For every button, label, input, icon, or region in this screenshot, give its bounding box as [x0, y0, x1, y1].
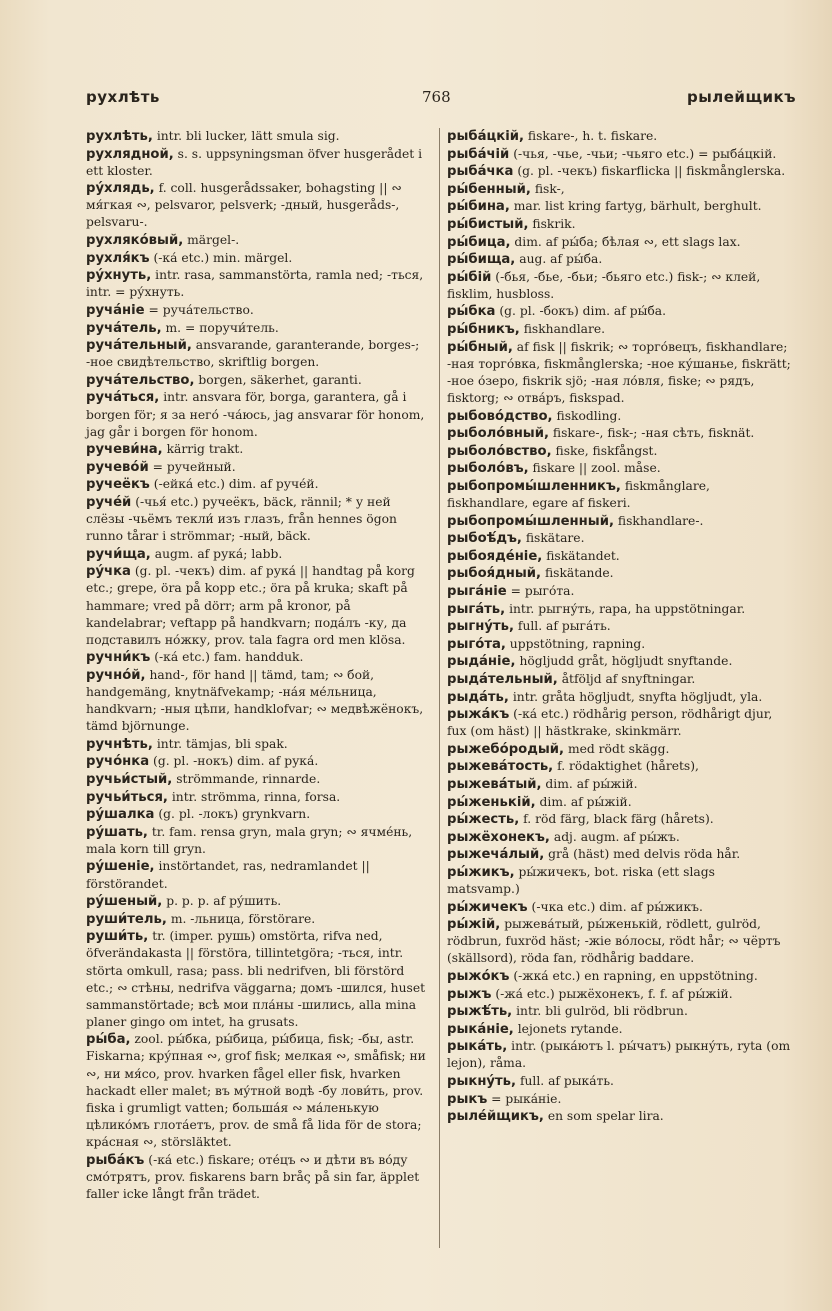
- entry-definition: intr. strömma, rinna, forsa.: [171, 789, 341, 804]
- dictionary-entry: [447, 234, 791, 251]
- dictionary-entry: [86, 911, 432, 928]
- entry-headword: ры́жикъ,: [447, 864, 515, 880]
- entry-headword: рыжёхонекъ,: [447, 829, 550, 845]
- entry-definition: fiske, fiskfångst.: [555, 443, 658, 458]
- entry-definition: f. röd färg, black färg (hårets).: [523, 812, 714, 827]
- dictionary-entry: [86, 893, 432, 910]
- entry-definition: uppstötning, rapning.: [509, 636, 646, 651]
- dictionary-entry: [86, 320, 432, 337]
- dictionary-entry: [447, 530, 791, 547]
- entry-headword: рыле́йщикъ,: [447, 1109, 544, 1125]
- dictionary-entry: [447, 548, 791, 565]
- entry-headword: рыжеча́лый,: [447, 847, 545, 863]
- entry-headword: ру́шеніе,: [86, 859, 155, 875]
- dictionary-entry: [447, 811, 791, 828]
- dictionary-entry: [447, 251, 791, 268]
- dictionary-entry: [447, 968, 791, 985]
- dictionary-entry: [86, 546, 432, 563]
- entry-headword: руча́ться,: [86, 390, 160, 406]
- entry-headword: ры́бникъ,: [447, 322, 520, 338]
- entry-headword: ручьи́стый,: [86, 771, 173, 787]
- entry-headword: руши́ть,: [86, 929, 149, 945]
- dictionary-entry: [447, 565, 791, 582]
- dictionary-entry: [447, 916, 791, 967]
- entry-definition: ры́жичекъ, bot. riska (ett slags matsvamp.): [447, 864, 715, 897]
- dictionary-entry: [447, 303, 791, 320]
- entry-definition: (-жа́ etc.) рыжёхонекъ, f. f. af ры́жій.: [495, 986, 733, 1001]
- entry-headword: рыба́чій: [447, 146, 510, 162]
- entry-headword: руча́ніе: [86, 302, 145, 318]
- entry-headword: рыболо́вный,: [447, 426, 549, 442]
- dictionary-entry: [447, 443, 791, 460]
- dictionary-entry: [86, 232, 432, 249]
- dictionary-entry: [447, 671, 791, 688]
- entry-definition: (-чка etc.) dim. af ры́жикъ.: [531, 899, 703, 914]
- dictionary-entry: [86, 789, 432, 806]
- entry-headword: рыго́та,: [447, 636, 506, 652]
- entry-definition: рыжева́тый, ры́женькій, rödlett, gulröd, rödbrun, fuxröd häst; -жіе во́лосы, rödt hår; ∾ чёртъ (skällsord), röda fan, rödhårig baddare.: [447, 917, 781, 966]
- entry-headword: ру́шеный,: [86, 894, 163, 910]
- entry-headword: ручни́къ: [86, 650, 151, 666]
- dictionary-entry: [86, 146, 432, 180]
- dictionary-entry: [447, 128, 791, 145]
- entry-definition: (-ейка́ etc.) dim. af руче́й.: [153, 477, 319, 492]
- entry-definition: intr. рыгну́ть, rapa, ha uppstötningar.: [509, 601, 746, 616]
- entry-headword: ру́шать,: [86, 824, 148, 840]
- dictionary-entry: [447, 706, 791, 740]
- dictionary-entry: [447, 339, 791, 407]
- dictionary-entry: [447, 601, 791, 618]
- dictionary-entry: [447, 618, 791, 635]
- dictionary-entry: [447, 1108, 791, 1125]
- entry-definition: (g. pl. -нокъ) dim. af рука́.: [153, 754, 319, 769]
- entry-headword: руши́тель,: [86, 911, 167, 927]
- dictionary-entry: [86, 753, 432, 770]
- entry-definition: (g. pl. -чекъ) fiskarflicka || fiskmånglerska.: [517, 164, 786, 179]
- entry-headword: ручеёкъ: [86, 477, 150, 493]
- entry-definition: mar. list kring fartyg, bärhult, berghult.: [513, 199, 762, 214]
- entry-headword: рыка́ть,: [447, 1039, 508, 1055]
- entry-headword: руче́й: [86, 494, 132, 510]
- entry-headword: рыжебо́родый,: [447, 741, 565, 757]
- left-column: [86, 128, 432, 1203]
- dictionary-entry: [86, 806, 432, 823]
- entry-headword: ру́шалка: [86, 807, 155, 823]
- entry-headword: рыда́ніе,: [447, 654, 516, 670]
- entry-headword: ры́женькій,: [447, 794, 536, 810]
- entry-definition: zool. ры́бка, ры́бица, ры́бица, fisk; -бы, astr. Fiskarna; кру́пная ∾, grof fisk; мелкая ∾, småfisk; ни ∾, ни мя́со, prov. hvarken fågel eller fisk, hvarken hackadt eller malet; въ му́тной водѣ -бу лови́ть, prov. fiska i grumligt vatten; больша́я ∾ ма́ленькую цѣлико́мъ глота́етъ, prov. de små få lida för de stora; кра́сная ∾, störsläktet.: [86, 1032, 426, 1149]
- entry-definition: lejonets rytande.: [517, 1021, 623, 1036]
- dictionary-entry: [86, 250, 432, 267]
- dictionary-entry: [86, 1031, 432, 1151]
- entry-headword: ру́хнуть,: [86, 268, 152, 284]
- entry-definition: dim. af ры́ба; бѣлая ∾, ett slags lax.: [514, 234, 741, 249]
- entry-headword: ры́бка: [447, 304, 496, 320]
- entry-definition: fisk-,: [534, 181, 565, 196]
- entry-headword: рыбопромы́шленный,: [447, 513, 614, 529]
- entry-headword: рыда́ть,: [447, 689, 509, 705]
- entry-headword: рыгну́ть,: [447, 619, 514, 635]
- entry-definition: f. rödaktighet (hårets),: [557, 759, 699, 774]
- entry-headword: рыба́къ: [86, 1152, 145, 1168]
- entry-definition: s. s. uppsyningsman öfver husgerådet i ett kloster.: [86, 146, 423, 178]
- entry-headword: ры́бій: [447, 269, 492, 285]
- dictionary-entry: [447, 216, 791, 233]
- entry-headword: рыболо́вство,: [447, 443, 552, 459]
- dictionary-entry: [447, 1091, 791, 1108]
- entry-headword: рыкъ: [447, 1091, 488, 1107]
- entry-headword: ручо́нка: [86, 754, 150, 770]
- dictionary-entry: [447, 653, 791, 670]
- entry-definition: (-ка́ etc.) fam. handduk.: [154, 650, 304, 665]
- entry-headword: ручьи́ться,: [86, 789, 168, 805]
- dictionary-entry: [86, 771, 432, 788]
- dictionary-entry: [447, 425, 791, 442]
- dictionary-entry: [86, 649, 432, 666]
- entry-headword: рыбово́дство,: [447, 408, 553, 424]
- entry-definition: tr. (imper. рушь) omstörta, rifva ned, öfverändakasta || förstöra, tillintetgöra; -ться, intr. störta omkull, rasa; pass. bli nedrifven, bli förstörd etc.; ∾ стѣны, nedrifva väggarna; домъ -шился, huset sammanstörtade; всѣ мои пла́ны -шились, alla mina planer gingo om intet, ha grusats.: [86, 929, 426, 1029]
- entry-definition: en som spelar lira.: [547, 1109, 664, 1124]
- entry-definition: (-бья, -бье, -бьи; -бьяго etc.) fisk-; ∾ клей, fisklim, husbloss.: [447, 269, 761, 301]
- entry-definition: f. coll. husgerådssaker, bohagsting || ∾ мя́гкая ∾, pelsvaror, pelsverk; -дный, husgeråds-, pelsvaru-.: [86, 181, 402, 230]
- entry-definition: intr. rasa, sammanstörta, ramla ned; -ться, intr. = ру́хнуть.: [86, 268, 424, 300]
- entry-headword: рыга́ть,: [447, 601, 506, 617]
- right-running-headword: рылейщикъ: [686, 88, 796, 106]
- entry-headword: ручи́ща,: [86, 546, 151, 562]
- entry-definition: (g. pl. -бокъ) dim. af ры́ба.: [499, 304, 667, 319]
- entry-definition: intr. (рыка́ютъ l. ры́чатъ) рыкну́ть, ryta (om lejon), råma.: [447, 1039, 791, 1071]
- dictionary-entry: [447, 321, 791, 338]
- entry-definition: intr. tämjas, bli spak.: [156, 736, 288, 751]
- entry-headword: рыжева́тость,: [447, 759, 554, 775]
- entry-definition: borgen, säkerhet, garanti.: [198, 372, 362, 387]
- entry-headword: ры́ба,: [86, 1032, 131, 1048]
- dictionary-entry: [447, 146, 791, 163]
- dictionary-entry: [86, 824, 432, 858]
- entry-definition: fiskare || zool. måse.: [532, 461, 661, 476]
- entry-headword: ры́бный,: [447, 339, 513, 355]
- entry-headword: ры́бенный,: [447, 181, 531, 197]
- entry-definition: m. = поручи́тель.: [165, 320, 279, 335]
- entry-headword: рыбопромы́шленникъ,: [447, 478, 621, 494]
- entry-headword: руча́тельный,: [86, 338, 192, 354]
- entry-definition: fiskhandlare-.: [617, 513, 704, 528]
- dictionary-entry: [447, 741, 791, 758]
- entry-definition: fiskätandet.: [546, 548, 620, 563]
- dictionary-entry: [86, 267, 432, 301]
- entry-headword: руча́тель,: [86, 320, 162, 336]
- entry-definition: augm. af рука́; labb.: [154, 546, 283, 561]
- entry-headword: рыга́ніе: [447, 583, 507, 599]
- entry-definition: (g. pl. -чекъ) dim. af рука́ || handtag på korg etc.; grepe, öra på kopp etc.; öra på kruka; skaft på hammare; vred på dörr; arm på kronor, på kandelabrar; veftapp på handkvarn; подáлъ -ку, да подставилъ но́жку, prov. tala fagra ord men klösa.: [86, 564, 415, 647]
- dictionary-entry: [447, 829, 791, 846]
- entry-headword: рыбояде́ніе,: [447, 548, 543, 564]
- entry-definition: högljudd gråt, högljudt snyftande.: [519, 654, 733, 669]
- entry-headword: ручево́й: [86, 459, 149, 475]
- dictionary-entry: [447, 478, 791, 512]
- entry-definition: af fisk || fiskrik; ∾ торго́вецъ, fiskhandlare; -ная торго́вка, fiskmånglerska; -ное ку́шанье, fiskrätt; -ное о́зеро, fiskrik sjö; -ная ло́вля, fiske; ∾ рядъ, fisktorg; ∾ отва́ръ, fiskspad.: [447, 339, 791, 405]
- entry-headword: руча́тельство,: [86, 372, 195, 388]
- dictionary-entry: [447, 408, 791, 425]
- dictionary-entry: [86, 667, 432, 735]
- entry-headword: ры́жесть,: [447, 812, 520, 828]
- entry-headword: ры́бища,: [447, 252, 516, 268]
- entry-definition: med rödt skägg.: [567, 741, 670, 756]
- dictionary-entry: [447, 163, 791, 180]
- entry-headword: рыба́чка: [447, 164, 514, 180]
- entry-definition: full. af рыга́ть.: [517, 619, 611, 634]
- entry-headword: рыболо́въ,: [447, 461, 529, 477]
- dictionary-entry: [447, 899, 791, 916]
- dictionary-entry: [86, 858, 432, 892]
- dictionary-entry: [86, 736, 432, 753]
- entry-definition: kärrig trakt.: [166, 442, 244, 457]
- entry-definition: åtföljd af snyftningar.: [561, 671, 696, 686]
- dictionary-entry: [447, 513, 791, 530]
- dictionary-entry: [447, 1038, 791, 1072]
- entry-headword: ручеви́на,: [86, 442, 163, 458]
- entry-definition: dim. af ры́жій.: [539, 794, 632, 809]
- dictionary-entry: [447, 1073, 791, 1090]
- entry-definition: (g. pl. -локъ) grynkvarn.: [158, 807, 311, 822]
- entry-definition: = рыго́та.: [510, 583, 575, 598]
- entry-headword: ручно́й,: [86, 667, 146, 683]
- dictionary-entry: [447, 181, 791, 198]
- entry-definition: strömmande, rinnarde.: [176, 771, 321, 786]
- entry-headword: ры́бистый,: [447, 216, 529, 232]
- dictionary-entry: [447, 583, 791, 600]
- entry-headword: рухлѣть,: [86, 129, 153, 144]
- dictionary-entry: [447, 1021, 791, 1038]
- dictionary-entry: [447, 864, 791, 898]
- dictionary-entry: [86, 459, 432, 476]
- entry-headword: рыжѣ́ть,: [447, 1004, 513, 1020]
- entry-headword: ры́бина,: [447, 199, 510, 215]
- dictionary-entry: [447, 198, 791, 215]
- column-divider: [439, 128, 440, 1248]
- entry-headword: ру́хлядь,: [86, 181, 155, 197]
- entry-definition: intr. ansvara för, borga, garantera, gå i borgen för; я за него́ -ча́юсь, jag ansvarar för honom, jag går i borgen för honom.: [86, 390, 425, 439]
- entry-headword: рыба́цкій,: [447, 129, 524, 144]
- left-running-headword: рухлѣть: [86, 88, 160, 106]
- entry-definition: = ручейный.: [152, 459, 236, 474]
- entry-definition: fiskhandlare.: [523, 322, 606, 337]
- entry-headword: ручнѣть,: [86, 736, 153, 752]
- dictionary-entry: [447, 636, 791, 653]
- entry-definition: fiskmånglare, fiskhandlare, egare af fiskeri.: [447, 478, 710, 510]
- dictionary-entry: [86, 389, 432, 440]
- entry-definition: fiskodling.: [556, 408, 622, 423]
- entry-definition: tr. fam. rensa gryn, mala gryn; ∾ ячме́нь, mala korn till gryn.: [86, 824, 413, 856]
- entry-definition: (-жка́ etc.) en rapning, en uppstötning.: [513, 969, 758, 983]
- entry-headword: рыжева́тый,: [447, 776, 542, 792]
- entry-definition: (-чья, -чье, -чьи; -чьяго etc.) = рыба́цкій.: [513, 146, 777, 161]
- dictionary-entry: [86, 372, 432, 389]
- dictionary-entry: [447, 986, 791, 1003]
- entry-definition: = руча́тельство.: [148, 302, 254, 317]
- dictionary-entry: [447, 1003, 791, 1020]
- entry-headword: рыка́ніе,: [447, 1021, 514, 1037]
- entry-definition: aug. af ры́ба.: [519, 252, 603, 267]
- entry-definition: fiskätare.: [525, 531, 585, 546]
- dictionary-entry: [447, 846, 791, 863]
- entry-headword: рухлядной,: [86, 146, 174, 162]
- dictionary-entry: [86, 337, 432, 371]
- entry-definition: ansvarande, garanterande, borges-; -ное свидѣтельство, skriftlig borgen.: [86, 338, 420, 370]
- entry-definition: (-ка́ etc.) rödhårig person, rödhårigt djur, fux (om häst) || hästkrake, skinkmärr.: [447, 707, 773, 739]
- entry-definition: adj. augm. af ры́жъ.: [553, 829, 680, 844]
- entry-headword: рыжо́къ: [447, 969, 510, 984]
- dictionary-entry: [447, 776, 791, 793]
- entry-definition: hand-, för hand || tämd, tam; ∾ бой, handgemäng, knytnäfvekamp; -на́я ме́льница, handkvarn; -ныя цѣпи, handklofvar; ∾ медвѣжёнокъ, tämd björnunge.: [86, 667, 424, 734]
- entry-definition: fiskare-, fisk-; -ная сѣть, fisknät.: [552, 426, 755, 441]
- entry-headword: ры́бица,: [447, 234, 511, 250]
- entry-headword: рыбоѣ́дъ,: [447, 531, 522, 547]
- dictionary-entry: [86, 928, 432, 1031]
- entry-definition: = рыка́ніе.: [491, 1091, 562, 1106]
- dictionary-entry: [447, 689, 791, 706]
- entry-definition: fiskätande.: [544, 566, 614, 581]
- entry-definition: fiskrik.: [532, 216, 576, 231]
- entry-headword: рыбоя́дный,: [447, 566, 542, 582]
- dictionary-entry: [86, 180, 432, 231]
- right-column: [447, 128, 791, 1126]
- entry-definition: grå (häst) med delvis röda hår.: [548, 847, 741, 862]
- entry-definition: intr. bli gulröd, bli rödbrun.: [516, 1004, 688, 1019]
- entry-definition: m. -льница, förstörare.: [170, 911, 316, 926]
- entry-definition: intr. bli lucker, lätt smula sig.: [156, 129, 340, 143]
- entry-definition: instörtandet, ras, nedramlandet || förstörandet.: [86, 859, 370, 891]
- dictionary-entry: [447, 794, 791, 811]
- dictionary-entry: [86, 476, 432, 493]
- entry-headword: рыда́тельный,: [447, 671, 558, 687]
- entry-definition: dim. af ры́жій.: [545, 776, 638, 791]
- entry-headword: рухля́къ: [86, 250, 150, 266]
- dictionary-entry: [86, 302, 432, 319]
- entry-headword: рыкну́ть,: [447, 1074, 517, 1090]
- dictionary-entry: [86, 128, 432, 145]
- dictionary-entry: [86, 494, 432, 545]
- dictionary-entry: [447, 758, 791, 775]
- entry-headword: ры́жичекъ: [447, 899, 528, 915]
- entry-definition: full. af рыка́ть.: [519, 1074, 614, 1089]
- entry-definition: fiskare-, h. t. fiskare.: [527, 129, 658, 143]
- page-number: 768: [422, 88, 451, 106]
- entry-definition: intr. gråta högljudt, snyfta högljudt, yla.: [512, 689, 763, 704]
- entry-headword: рухляко́вый,: [86, 233, 184, 249]
- dictionary-entry: [86, 441, 432, 458]
- entry-definition: (-ка́ etc.) fiskare; оте́цъ ∾ и дѣти въ во́ду смо́трятъ, prov. fiskarens barn bråς på sin far, äpplet faller icke långt från trädet.: [86, 1152, 420, 1201]
- dictionary-entry: [447, 460, 791, 477]
- entry-headword: рыжа́къ: [447, 707, 510, 723]
- dictionary-entry: [447, 269, 791, 303]
- entry-headword: рыжъ: [447, 986, 492, 1002]
- entry-definition: (-ка́ etc.) min. märgel.: [153, 250, 293, 265]
- entry-definition: märgel-.: [187, 233, 240, 248]
- dictionary-entry: [86, 563, 432, 648]
- entry-definition: (-чья́ etc.) ручеёкъ, bäck, rännil; * у ней слёзы -чьёмъ текли́ изъ глазъ, från hennes ögon runno tårar i strömmar; -ный, bäck.: [86, 494, 397, 544]
- page-header: [86, 88, 796, 114]
- entry-headword: ру́чка: [86, 564, 131, 580]
- entry-headword: ры́жій,: [447, 917, 501, 933]
- entry-definition: p. p. p. af ру́шить.: [166, 894, 282, 909]
- dictionary-entry: [86, 1152, 432, 1203]
